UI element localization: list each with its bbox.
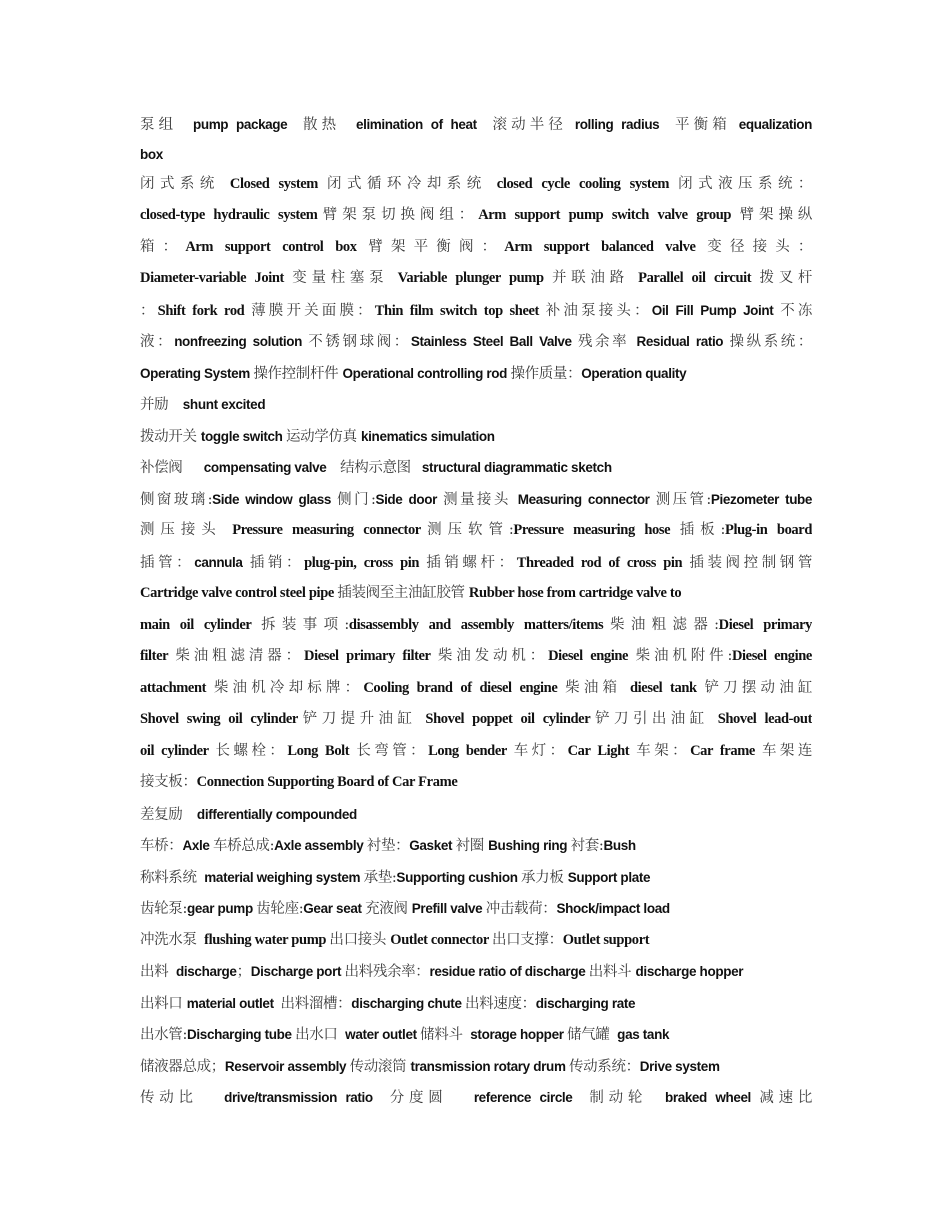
english-term: Gear seat (303, 901, 366, 916)
english-term: discharge (172, 964, 237, 979)
english-term: Diesel engine (731, 648, 812, 664)
chinese-term: 车桥： (140, 838, 183, 854)
english-term: water outlet (341, 1027, 421, 1042)
glossary-line (140, 641, 812, 673)
glossary-line (140, 1082, 812, 1114)
chinese-term: 出料 (140, 964, 173, 980)
glossary-line (140, 547, 812, 579)
english-term: oil cylinder (140, 742, 216, 759)
chinese-term: 衬套: (570, 838, 604, 854)
glossary-line (140, 263, 812, 295)
chinese-term: 齿轮座: (256, 901, 304, 917)
chinese-term: 铲刀引出油缸 (590, 711, 718, 727)
chinese-term: 测压接头 (140, 522, 233, 538)
glossary-line (140, 326, 812, 358)
glossary-line (140, 484, 812, 516)
english-term: Thin film switch top sheet (374, 302, 546, 319)
chinese-term: 泵组 (140, 117, 178, 133)
chinese-term: 车架： (636, 742, 691, 759)
chinese-term: 测量接头 (443, 491, 518, 508)
glossary-line (140, 515, 812, 547)
glossary-line (140, 295, 812, 327)
chinese-term: 出料溜槽： (280, 995, 352, 1012)
english-term: Axle assembly (274, 838, 367, 853)
english-term: Long bender (428, 742, 514, 759)
english-term: Long Bolt (287, 742, 357, 759)
chinese-term: 薄膜开关面膜： (251, 302, 375, 319)
english-term: Variable plunger pump (397, 270, 552, 286)
english-term: Piezometer tube (710, 491, 812, 507)
glossary-line (140, 169, 812, 201)
chinese-term: 柴油发动机： (437, 648, 549, 664)
english-term: Plug-in board (725, 522, 812, 538)
english-term: storage hopper (466, 1027, 568, 1042)
chinese-term: 不锈钢球阀： (308, 334, 411, 350)
english-term: Parallel oil circuit (638, 270, 760, 286)
glossary-line (140, 830, 812, 862)
glossary-line (140, 452, 812, 484)
english-term: structural diagrammatic sketch (415, 460, 612, 475)
chinese-term: 车架连 (761, 742, 812, 759)
english-term: Outlet connector (390, 931, 492, 948)
chinese-term: 拨动开关 (140, 428, 201, 445)
english-term: Supporting cushion (396, 869, 522, 885)
glossary-line (140, 704, 812, 736)
chinese-term: 出料残余率： (344, 964, 430, 980)
chinese-term: 插销螺杆： (426, 554, 517, 571)
english-term: Shock/impact load (556, 901, 670, 916)
chinese-term: 变径接头： (707, 238, 812, 255)
english-term: elimination of heat (340, 117, 493, 132)
glossary-line (140, 862, 812, 894)
glossary-line (140, 673, 812, 705)
chinese-term: 并联油路 (551, 270, 639, 286)
glossary-line (140, 799, 812, 831)
chinese-term: 补油泵接头： (545, 302, 652, 319)
english-term: Diesel engine (548, 648, 636, 664)
english-term: Support plate (567, 869, 651, 885)
english-term: Side door (375, 491, 444, 507)
english-term: gas tank (613, 1027, 670, 1042)
english-term: transmission rotary drum (410, 1058, 569, 1074)
chinese-term: 衬圈 (455, 838, 489, 854)
english-term: closed-type hydraulic system (140, 207, 318, 223)
english-term: Rubber hose from cartridge valve to (468, 585, 682, 601)
english-term: Operational controlling rod (342, 365, 511, 381)
english-term: Shovel lead-out (717, 711, 812, 727)
english-term: Shift fork rod (157, 302, 252, 319)
english-term: kinematics simulation (360, 428, 495, 444)
chinese-term: 补偿阀 (140, 460, 187, 476)
english-term: equalization (730, 117, 812, 132)
chinese-term: 液： (140, 334, 175, 350)
chinese-term: 侧门: (337, 491, 376, 508)
english-term: Residual ratio (636, 334, 730, 349)
english-term: Side window glass (212, 491, 338, 507)
chinese-term: 储气罐 (567, 1027, 614, 1043)
chinese-term: 储液器总成； (140, 1058, 225, 1075)
glossary-text (140, 109, 812, 1114)
english-term: Cartridge valve control steel pipe (140, 585, 338, 601)
english-term: main oil cylinder (140, 616, 262, 633)
english-term: box (140, 146, 163, 162)
english-term: pump package (177, 117, 303, 132)
english-term: Cooling brand of diesel engine (363, 679, 566, 696)
chinese-term: 称料系统 (140, 869, 201, 886)
glossary-line (140, 610, 812, 642)
chinese-term: 插装阀控制钢管 (689, 554, 812, 571)
english-term: drive/transmission ratio (207, 1090, 390, 1105)
english-term: flushing water pump (200, 931, 330, 948)
glossary-line (140, 109, 812, 141)
chinese-term: 测压管: (655, 491, 711, 508)
chinese-term: 出料速度： (465, 995, 536, 1012)
chinese-term: 箱： (140, 238, 186, 255)
chinese-term: 残余率 (577, 334, 637, 350)
chinese-term: 侧窗玻璃: (140, 491, 213, 508)
chinese-term: 储料斗 (420, 1027, 467, 1043)
english-term: Car frame (690, 742, 762, 759)
english-term: Drive system (639, 1058, 720, 1074)
chinese-term: 操作控制杆件 (253, 365, 343, 382)
glossary-line (140, 421, 812, 453)
english-term: Discharge port (250, 964, 345, 979)
chinese-term: 铲刀提升油缸 (297, 711, 426, 727)
english-term: Bushing ring (488, 838, 571, 853)
glossary-line (140, 893, 812, 925)
english-term: shunt excited (172, 397, 266, 412)
chinese-term: 运动学仿真 (285, 428, 361, 445)
english-term: Shovel swing oil cylinder (140, 711, 298, 727)
glossary-line (140, 767, 812, 799)
english-term: cannula (194, 554, 250, 570)
chinese-term: 冲击载荷： (485, 901, 557, 917)
chinese-term: 车桥总成: (212, 838, 275, 854)
chinese-term: 臂架平衡阀： (368, 238, 505, 255)
chinese-term: 出料口 (140, 995, 187, 1012)
english-term: differentially compounded (186, 806, 357, 822)
english-term: Arm support control box (185, 238, 369, 255)
english-term: Arm support balanced valve (504, 238, 708, 255)
chinese-term: 承垫: (363, 869, 397, 886)
chinese-term: 齿轮泵: (140, 901, 187, 917)
chinese-term: 出口接头 (329, 931, 391, 948)
english-term: Discharging tube (187, 1027, 296, 1042)
english-term: filter (140, 648, 176, 664)
chinese-term: 接支板： (140, 774, 197, 790)
chinese-term: 车灯： (513, 742, 568, 759)
english-term: Shovel poppet oil cylinder (425, 711, 591, 727)
english-term: diesel tank (630, 679, 705, 696)
english-term: residue ratio of discharge (429, 964, 589, 979)
chinese-term: 制动轮 (589, 1090, 657, 1106)
english-term: material weighing system (200, 869, 364, 885)
english-term: toggle switch (200, 428, 286, 444)
english-term: Operating System (140, 365, 254, 381)
glossary-line (140, 956, 812, 988)
english-term: Axle (182, 838, 213, 853)
english-term: Diameter-variable Joint (140, 270, 293, 286)
english-term: discharging chute (351, 995, 466, 1011)
english-term: Prefill valve (411, 901, 486, 916)
chinese-term: 滚动半径 (492, 117, 567, 133)
english-term: nonfreezing solution (174, 334, 309, 349)
glossary-line (140, 358, 812, 390)
english-term: Oil Fill Pump Joint (651, 302, 781, 318)
chinese-term: 散热 (303, 117, 341, 133)
chinese-term: 柴油箱 (565, 679, 631, 696)
chinese-term: 长弯管： (356, 742, 429, 759)
chinese-term: 冲洗水泵 (140, 931, 201, 948)
english-term: gear pump (187, 901, 257, 916)
english-term: reference circle (456, 1090, 590, 1105)
english-term: discharging rate (535, 995, 636, 1011)
chinese-term: 柴油粗滤清器： (175, 648, 305, 664)
glossary-line (140, 1019, 812, 1051)
chinese-term: 插销： (249, 554, 305, 571)
chinese-term: 臂架操纵 (739, 207, 812, 223)
english-term: Car Light (567, 742, 637, 759)
chinese-term: 操纵系统： (729, 334, 812, 350)
english-term: rolling radius (566, 117, 676, 132)
glossary-line (140, 925, 812, 957)
chinese-term: 柴油机冷却标牌： (213, 679, 364, 696)
glossary-line (140, 200, 812, 232)
chinese-term: 充液阀 (365, 901, 412, 917)
chinese-term: 臂架泵切换阀组： (317, 207, 479, 223)
chinese-term: 插管： (140, 554, 195, 571)
glossary-line (140, 578, 812, 610)
chinese-term: 结构示意图 (340, 460, 416, 476)
chinese-term: 闭式液压系统： (678, 175, 812, 192)
english-term: Arm support pump switch valve group (478, 207, 740, 223)
chinese-term: 柴油机附件: (635, 648, 732, 664)
chinese-term: ； (236, 964, 251, 980)
english-term: Pressure measuring connector (232, 522, 421, 538)
chinese-term: 柴油粗滤器: (603, 616, 719, 633)
chinese-term: 操作质量： (510, 365, 582, 382)
chinese-term: 出口支撑： (491, 931, 563, 948)
english-term: Stainless Steel Ball Valve (410, 334, 578, 349)
english-term: Pressure measuring hose (513, 522, 680, 538)
chinese-term: 传动滚筒 (349, 1058, 411, 1075)
chinese-term: 衬垫： (366, 838, 410, 854)
chinese-term: 铲刀摆动油缸 (704, 679, 812, 696)
chinese-term: 分度圆 (389, 1090, 457, 1106)
english-term: Reservoir assembly (224, 1058, 350, 1074)
chinese-term: 测压软管: (420, 522, 514, 538)
english-term: plug-pin, cross pin (304, 554, 427, 571)
english-term: disassembly and assembly matters/items (348, 616, 604, 633)
english-term: braked wheel (656, 1090, 760, 1105)
chinese-term: 变量柱塞泵 (292, 270, 398, 286)
chinese-term: 承力板 (521, 869, 568, 886)
chinese-term: 出水口 (295, 1027, 342, 1043)
chinese-term: 不冻 (780, 302, 812, 319)
glossary-line (140, 141, 812, 169)
glossary-line (140, 988, 812, 1020)
english-term: Threaded rod of cross pin (516, 554, 690, 571)
chinese-term: 并励 (140, 397, 173, 413)
english-term: attachment (140, 679, 214, 696)
glossary-line (140, 736, 812, 768)
chinese-term: 拨叉杆 (759, 270, 812, 286)
english-term: Outlet support (562, 931, 650, 948)
chinese-term: ： (140, 302, 158, 319)
english-term: Operation quality (581, 365, 687, 381)
english-term: Measuring connector (517, 491, 656, 507)
english-term: closed cycle cooling system (496, 175, 679, 192)
chinese-term: 拆装事项: (261, 616, 349, 633)
chinese-term: 闭式系统 (140, 175, 230, 192)
glossary-line (140, 232, 812, 264)
chinese-term: 传动比 (140, 1090, 208, 1106)
chinese-term: 传动系统： (569, 1058, 640, 1075)
glossary-line (140, 389, 812, 421)
english-term: Diesel primary filter (304, 648, 438, 664)
chinese-term: 插板: (679, 522, 726, 538)
chinese-term: 平衡箱 (675, 117, 731, 133)
english-term: material outlet (186, 995, 281, 1011)
chinese-term: 差复励 (140, 806, 187, 823)
english-term: discharge hopper (635, 964, 744, 979)
chinese-term: 插装阀至主油缸胶管 (337, 585, 469, 601)
chinese-term: 长螺栓： (215, 742, 288, 759)
english-term: Bush (603, 838, 636, 853)
english-term: compensating valve (186, 460, 341, 475)
chinese-term: 出料斗 (588, 964, 636, 980)
english-term: Closed system (229, 175, 328, 192)
english-term: Gasket (409, 838, 456, 853)
chinese-term: 出水管: (140, 1027, 187, 1043)
english-term: Connection Supporting Board of Car Frame (196, 774, 458, 790)
chinese-term: 减速比 (759, 1090, 812, 1106)
chinese-term: 闭式循环冷却系统 (327, 175, 497, 192)
glossary-line (140, 1051, 812, 1083)
english-term: Diesel primary (718, 616, 812, 633)
